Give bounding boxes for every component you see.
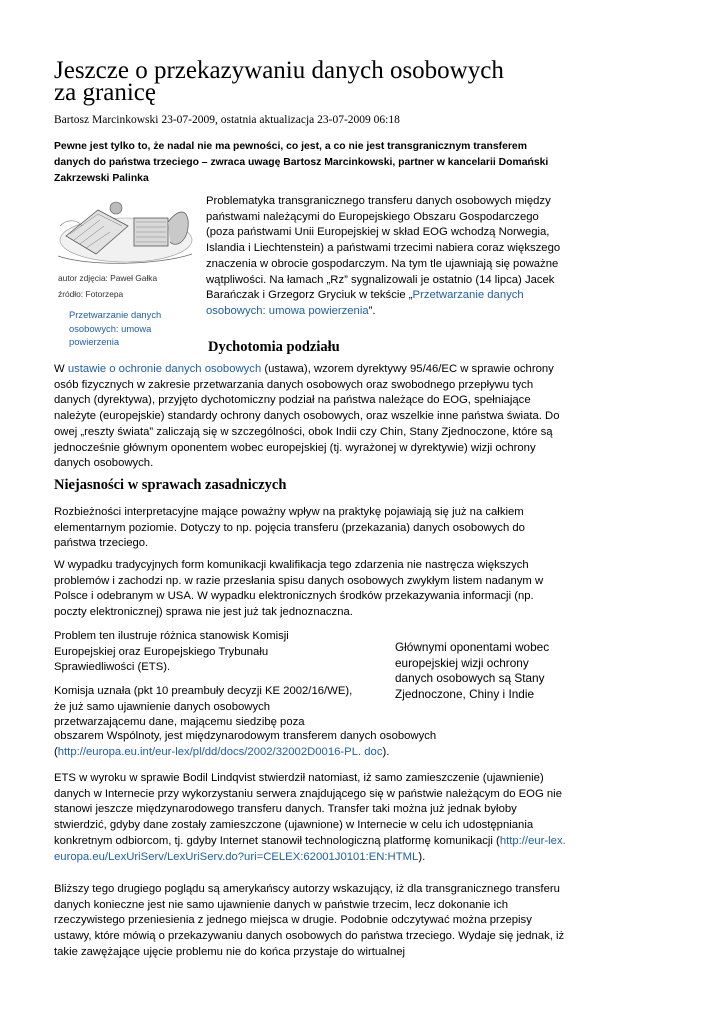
pull-quote: Głównymi oponentami wobec europejskiej wizji ochrony danych osobowych są Stany Zjednoczone, Chiny i Indie <box>395 640 550 701</box>
act-link[interactable]: ustawie o ochronie danych osobowych <box>67 363 262 375</box>
section2-p6: Bliższy tego drugiego poglądu są amerykańscy autorzy wskazujący, iż dla transgranicznego transferu danych konieczne jest nie samo ujawnienie danych w państwie trzecim, lecz dokonanie ich rzeczywistego przeniesienia z jednego miejsca w drugie. Podobnie odczytywać można przepisy ustawy, które mówią o przekazywaniu danych osobowych do państwa trzeciego. Wydaje się jednak, iż takie zawężające ujęcie problemu nie do końca przystaje do wirtualnej <box>54 883 565 958</box>
heading-dychotomia: Dychotomia podziału <box>208 339 340 355</box>
ets-link[interactable]: http://eur-lex. europa.eu/LexUriServ/LexUriServ.do?uri=CELEX:62001J0101:EN:HTML <box>54 834 566 863</box>
article-lead: Pewne jest tylko to, że nadal nie ma pewności, co jest, a co nie jest transgranicznym transferem danych do państwa trzeciego – zwraca uwagę Bartosz Marcinkowski, partner w kancelarii Domański Zakrzewski Palinka <box>54 141 549 184</box>
section2-p1: Rozbieżności interpretacyjne mające poważny wpływ na praktykę pojawiają się już na całkiem elementarnym poziomie. Dotyczy to np. pojęcia transferu (przekazania) danych osobowych do państwa trzeciego. <box>54 506 525 550</box>
photo-source: źródło: Fotorzepa <box>58 289 124 299</box>
intro-paragraph: Problematyka transgranicznego transferu danych osobowych między państwami należącymi do Europejskiego Obszaru Gospodarczego (poza państwami Unii Europejskiej w skład EOG wchodzą Norwegia, Islandia i Liechtenstein) a państwami trzecimi nabiera coraz większego znaczenia w obrocie gospodarczym. Na tym tle ujawniają się poważne wątpliwości. Na łamach „Rz” sygnalizowali je ostatnio (14 lipca) Jacek Barańczak i Grzegorz Gryciuk w tekście „Przetwarzanie danych osobowych: umowa powierzenia”. <box>206 195 561 317</box>
article-title: Jeszcze o przekazywaniu danych osobowych za granicę <box>54 57 504 106</box>
section2-p2: W wypadku tradycyjnych form komunikacji kwalifikacja tego zdarzenia nie nastręcza większych problemów i zachodzi np. w razie przesłania spisu danych osobowych zwykłym listem nadanym w Polsce i odebranym w USA. W wypadku elektronicznych środków przekazywania informacji (np. poczty elektronicznej) sprawa nie jest już tak jednoznaczna. <box>54 559 544 619</box>
section2-p4b: obszarem Wspólnoty, jest międzynarodowym transferem danych osobowych (http://europa.eu.int/eur-lex/pl/dd/docs/2002/32002D0016-PL. doc). <box>54 730 437 758</box>
related-article-link[interactable]: Przetwarzanie danych osobowych: umowa powierzenia <box>69 309 162 348</box>
section2-p4a: Komisja uznała (pkt 10 preambuły decyzji KE 2002/16/WE), że już samo ujawnienie danych osobowych przetwarzającemu dane, mającemu siedzibę poza <box>54 685 353 729</box>
photo-author: autor zdjęcia: Paweł Gałka <box>58 273 158 283</box>
section1-paragraph: W ustawie o ochronie danych osobowych (ustawa), wzorem dyrektywy 95/46/EC w sprawie ochrony osób fizycznych w zakresie przetwarzania danych osobowych oraz swobodnego przepływu tych danych (dyrektywa), przyjęto dychotomiczny podział na państwa należące do EOG, spełniające należyte (europejskie) standardy ochrony danych osobowych, oraz wszelkie inne państwa świata. Do owej „reszty świata” zaliczają się w szczególności, obok Indii czy Chin, Stany Zjednoczone, które są jednocześnie głównym oponentem wobec europejskiej (tj. wyrażonej w dyrektywie) wizji ochrony danych osobowych. <box>54 363 560 470</box>
heading-niejasnosci: Niejasności w sprawach zasadniczych <box>54 477 287 493</box>
byline: Bartosz Marcinkowski 23-07-2009, ostatnia aktualizacja 23-07-2009 06:18 <box>54 114 400 126</box>
decision-link[interactable]: http://europa.eu.int/eur-lex/pl/dd/docs/2002/32002D0016-PL. doc <box>57 745 383 758</box>
section2-p3: Problem ten ilustruje różnica stanowisk Komisji Europejskiej oraz Europejskiego Trybunału Sprawiedliwości (ETS). <box>54 630 289 674</box>
intro-link[interactable]: Przetwarzanie danych osobowych: umowa powierzenia <box>206 289 524 317</box>
section2-p5: ETS w wyroku w sprawie Bodil Lindqvist stwierdził natomiast, iż samo zamieszczenie (ujawnienie) danych w Internecie przy wykorzystaniu serwera znajdującego się w państwie należącym do EOG nie stanowi jeszcze międzynarodowego transferu danych. Transfer taki można już jednak byłoby stwierdzić, gdyby dane zostały zamieszczone (ujawnione) w Internecie w celu ich udostępniania konkretnym odbiorcom, tj. gdyby Internet stanowił technologiczną platformę komunikacji (http://eur-lex. europa.eu/LexUriServ/LexUriServ.do?uri=CELEX:62001J0101:EN:HTML). <box>54 772 566 863</box>
sketch-illustration-icon <box>56 196 194 268</box>
article-photo <box>56 196 194 268</box>
